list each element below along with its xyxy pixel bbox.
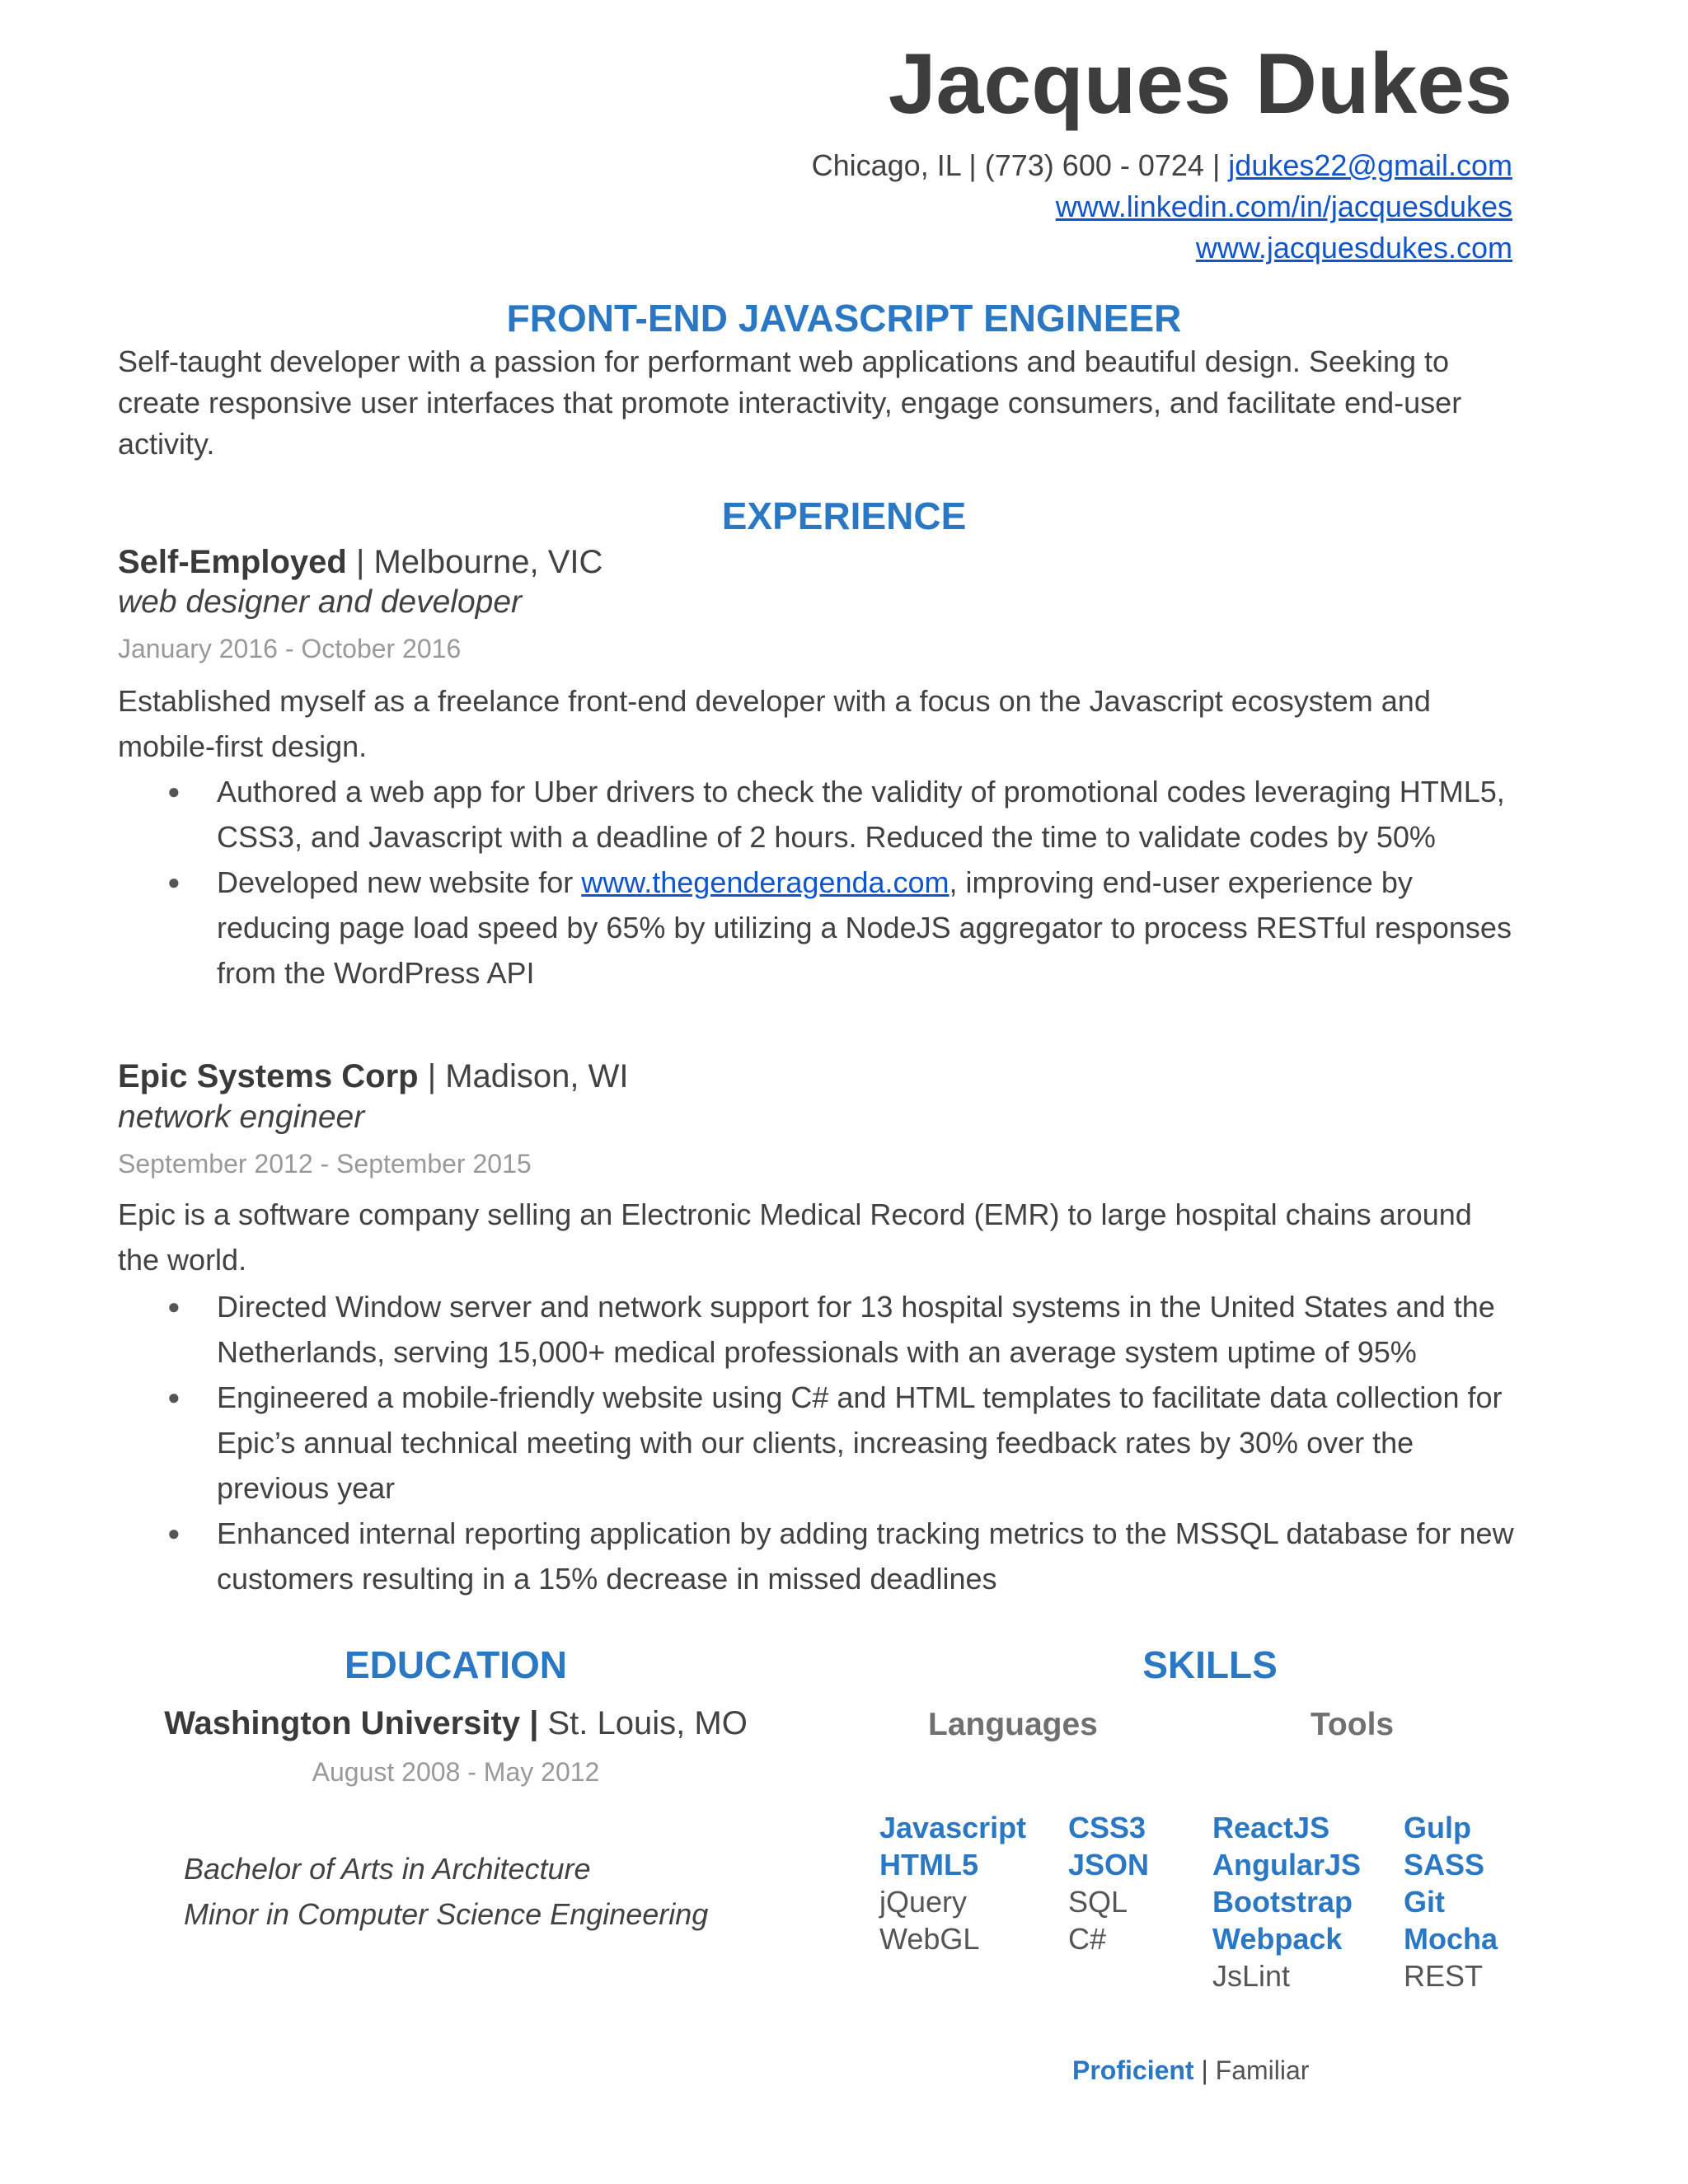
school-name: Washington University |	[164, 1705, 539, 1741]
tools-heading: Tools	[1311, 1707, 1395, 1742]
bullet-text: , improving end-user experience by reducing page load speed by 65% by utilizing a NodeJS aggregator to process RESTful responses from the WordPress API	[217, 865, 1512, 990]
job-1-description: Established myself as a freelance front-end developer with a focus on the Javascript ecosystem and mobile-first design.	[118, 684, 1431, 763]
education-dates: August 2008 - May 2012	[312, 1757, 600, 1787]
skill-familiar: C#	[1068, 1922, 1107, 1956]
job-2-dates: September 2012 - September 2015	[118, 1149, 532, 1179]
degree-text	[184, 1846, 708, 1937]
skill-proficient: AngularJS	[1212, 1848, 1362, 1882]
skill-proficient: Gulp	[1404, 1811, 1471, 1844]
list-item: ● Authored a web app for Uber drivers to check the validity of promotional codes leveraging HTML5, CSS3, and Javascript with a deadline of 2 hours. Reduced the time to validate codes by 50%	[118, 769, 1519, 860]
tools-col-1	[1212, 1809, 1361, 1994]
job-1-header	[118, 546, 603, 579]
skill-familiar: SQL	[1068, 1885, 1128, 1919]
skill-proficient: Webpack	[1212, 1922, 1343, 1956]
bullet-text: Developed new website for	[217, 865, 582, 899]
contact-line	[811, 148, 1512, 182]
skill-proficient: Bootstrap	[1212, 1885, 1353, 1919]
skill-proficient: CSS3	[1068, 1811, 1146, 1844]
skill-familiar: JsLint	[1212, 1959, 1291, 1993]
job-2-bullets	[118, 1284, 1519, 1601]
languages-col-1	[879, 1809, 1026, 1957]
education-header	[118, 1707, 794, 1740]
email-link[interactable]: jdukes22@gmail.com	[1228, 148, 1512, 182]
contact-text: Chicago, IL | (773) 600 - 0724 |	[811, 148, 1229, 182]
job-2-header	[118, 1060, 628, 1093]
legend-familiar: Familiar	[1215, 2055, 1310, 2085]
experience-heading: EXPERIENCE	[721, 494, 967, 537]
list-item: ● Enhanced internal reporting application by adding tracking metrics to the MSSQL database for new customers resulting in a 15% decrease in missed deadlines	[118, 1511, 1519, 1601]
education-heading: EDUCATION	[344, 1643, 568, 1686]
skill-familiar: WebGL	[879, 1922, 980, 1956]
job-1-location: | Melbourne, VIC	[346, 544, 603, 580]
skill-proficient: HTML5	[879, 1848, 978, 1882]
skill-proficient: Mocha	[1404, 1922, 1498, 1956]
skill-proficient: Javascript	[879, 1811, 1027, 1844]
list-item: ● Engineered a mobile-friendly website using C# and HTML templates to facilitate data collection for Epic’s annual technical meeting with our clients, increasing feedback rates by 30% over the previous year	[118, 1375, 1519, 1511]
linkedin-line	[1056, 192, 1512, 222]
languages-heading: Languages	[928, 1707, 1098, 1742]
job-1-company: Self-Employed	[118, 544, 347, 580]
job-2-location: | Madison, WI	[418, 1058, 629, 1094]
list-item	[118, 860, 1519, 996]
tools-col-2	[1404, 1809, 1498, 1994]
gender-agenda-link[interactable]: www.thegenderagenda.com	[581, 865, 950, 899]
job-2-company: Epic Systems Corp	[118, 1058, 419, 1094]
degree-minor: Minor in Computer Science Engineering	[184, 1897, 709, 1931]
job-1-role: web designer and developer	[118, 584, 523, 620]
job-1-dates: January 2016 - October 2016	[118, 634, 462, 663]
languages-col-2	[1068, 1809, 1149, 1957]
skill-proficient: ReactJS	[1212, 1811, 1330, 1844]
legend-separator: |	[1193, 2055, 1216, 2085]
skills-legend	[1072, 2057, 1309, 2083]
skill-proficient: JSON	[1068, 1848, 1150, 1882]
job-2-description: Epic is a software company selling an Electronic Medical Record (EMR) to large hospital chains around the world.	[118, 1197, 1472, 1277]
candidate-name: Jacques Dukes	[888, 36, 1512, 132]
website-link[interactable]: www.jacquesdukes.com	[1195, 231, 1512, 265]
school-location: St. Louis, MO	[538, 1705, 748, 1741]
skill-proficient: SASS	[1404, 1848, 1485, 1882]
skills-heading: SKILLS	[1142, 1643, 1278, 1686]
skill-familiar: jQuery	[879, 1885, 968, 1919]
skill-familiar: REST	[1404, 1959, 1484, 1993]
summary-heading: FRONT-END JAVASCRIPT ENGINEER	[506, 297, 1182, 340]
job-1-bullets	[118, 769, 1519, 996]
job-2-role: network engineer	[118, 1099, 365, 1135]
linkedin-link[interactable]: www.linkedin.com/in/jacquesdukes	[1055, 190, 1512, 223]
summary-text: Self-taught developer with a passion for performant web applications and beautiful design. Seeking to create responsive user interfaces that promote interactivity, engage consumers, and facilitate end-user activity.	[118, 344, 1462, 461]
skill-proficient: Git	[1404, 1885, 1445, 1919]
legend-proficient: Proficient	[1072, 2055, 1194, 2085]
list-item: ● Directed Window server and network support for 13 hospital systems in the United States and the Netherlands, serving 15,000+ medical professionals with an average system uptime of 95%	[118, 1284, 1519, 1375]
degree-major: Bachelor of Arts in Architecture	[184, 1852, 591, 1886]
website-line	[1196, 233, 1512, 263]
